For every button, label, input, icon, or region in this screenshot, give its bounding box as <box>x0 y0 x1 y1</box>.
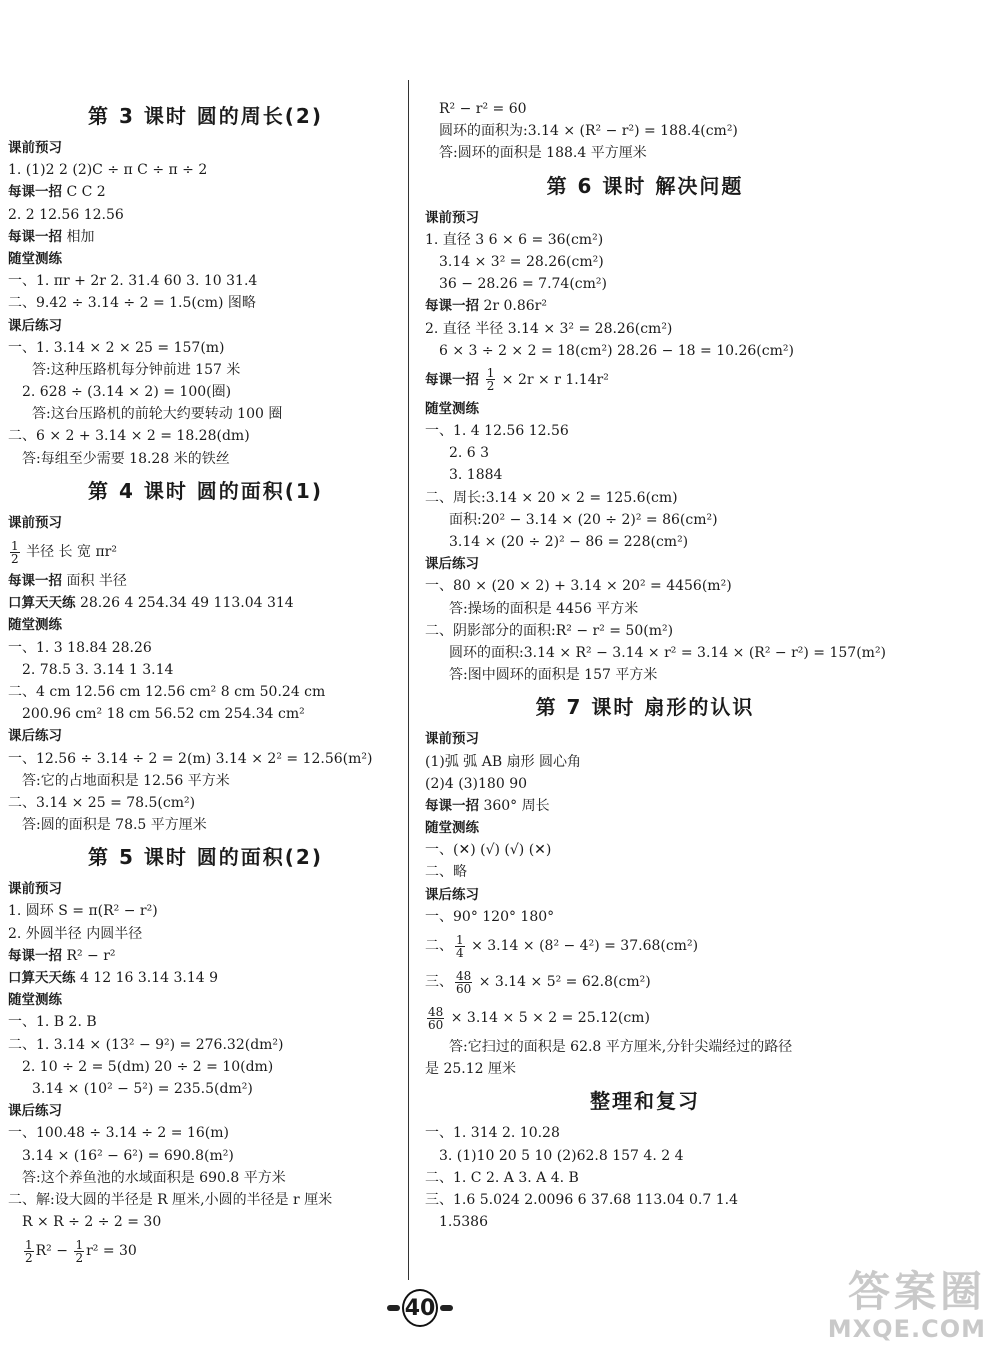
answer-line: 答:它扫过的面积是 62.8 平方厘米,分针尖端经过的路径 <box>449 1039 793 1055</box>
section-heading: 第 5 课时 圆的面积(2) <box>87 845 323 870</box>
answer-text: 360° 周长 <box>479 797 550 814</box>
answer-line: 3.14 × (10² − 5²) = 235.5(dm²) <box>32 1080 253 1097</box>
left-column <box>8 95 403 1269</box>
answer-line: 一、80 × (20 × 2) + 3.14 × 20² = 4456(m²) <box>425 578 732 595</box>
watermark: 答案圈 MXQE.COM <box>827 1267 986 1343</box>
answer-line: (2)4 (3)180 90 <box>425 775 528 792</box>
answer-text: 相加 <box>62 228 95 245</box>
section-label: 课前预习 <box>8 881 62 898</box>
answer-line: 答:圆环的面积是 188.4 平方厘米 <box>439 145 647 162</box>
answer-line: 二、周长:3.14 × 20 × 2 = 125.6(cm) <box>425 489 678 506</box>
fraction-numerator: 1 <box>25 1237 33 1252</box>
answer-line: 1.5386 <box>439 1214 488 1231</box>
section-label: 课前预习 <box>425 731 479 748</box>
answer-line: R² − r² = 60 <box>439 101 527 117</box>
answer-line <box>425 295 865 317</box>
answer-line: 2. 78.5 3. 3.14 1 3.14 <box>22 661 174 678</box>
answer-line: 答:这台压路机的前轮大约要转动 100 圈 <box>32 406 283 423</box>
answer-line: 答:图中圆环的面积是 157 平方米 <box>449 667 658 684</box>
answer-line: 一、1. 314 2. 10.28 <box>425 1125 560 1142</box>
answer-line: 答:它的占地面积是 12.56 平方米 <box>22 772 230 789</box>
answer-line: 一、100.48 ÷ 3.14 ÷ 2 = 16(m) <box>8 1125 229 1142</box>
answer-line: 一、1. πr + 2r 2. 31.4 60 3. 10 31.4 <box>8 273 258 290</box>
answer-line: 二、9.42 ÷ 3.14 ÷ 2 = 1.5(cm) 图略 <box>8 295 256 312</box>
section-label: 课前预习 <box>8 514 62 531</box>
answer-line: 2. 2 12.56 12.56 <box>8 206 124 223</box>
answer-line: 2. 6 3 <box>449 445 490 462</box>
section-label: 课后练习 <box>8 1103 62 1120</box>
section-heading: 第 7 课时 扇形的认识 <box>535 695 755 720</box>
column-divider <box>408 80 409 1280</box>
section-heading: 第 3 课时 圆的周长(2) <box>87 104 323 128</box>
answer-line: 是 25.12 厘米 <box>425 1061 516 1078</box>
answer-line: 一、1. B 2. B <box>8 1014 97 1031</box>
answer-line: (1)弧 弧 AB 扇形 圆心角 <box>425 753 582 770</box>
tip-label: 每课一招 <box>425 298 479 315</box>
fraction-numerator: 1 <box>456 932 464 947</box>
fraction-denominator: 2 <box>75 1250 84 1265</box>
answer-line: 答:这种压路机每分钟前进 157 米 <box>32 361 241 378</box>
section-label: 课后练习 <box>8 317 62 334</box>
fraction <box>74 1239 84 1264</box>
fraction-numerator: 48 <box>456 968 472 983</box>
answer-text: 面积 半径 <box>62 573 127 589</box>
answer-line: 2. 外圆半径 内圆半径 <box>8 925 143 942</box>
answer-text: × 3.14 × 5² = 62.8(cm²) <box>474 974 651 990</box>
answer-line: R × R ÷ 2 ÷ 2 = 30 <box>22 1214 162 1231</box>
tip-label: 口算天天练 <box>8 970 76 986</box>
fraction <box>10 540 20 565</box>
section-heading: 第 6 课时 解决问题 <box>546 173 744 198</box>
answer-text: R² − <box>35 1243 73 1260</box>
section-label: 随堂测练 <box>8 250 62 267</box>
answer-line <box>8 570 403 592</box>
fraction-numerator: 48 <box>428 1004 444 1019</box>
fraction-denominator: 2 <box>25 1250 33 1265</box>
section-label: 课后练习 <box>425 556 479 573</box>
answer-line: 3.14 × 3² = 28.26(cm²) <box>439 253 604 270</box>
answer-line: 面积:20² − 3.14 × (20 ÷ 2)² = 86(cm²) <box>449 511 718 528</box>
tip-label: 每课一招 <box>8 184 62 201</box>
answer-line: 一、1. 3.14 × 2 × 25 = 157(m) <box>8 339 225 356</box>
answer-line: 圆环的面积为:3.14 × (R² − r²) = 188.4(cm²) <box>439 123 738 140</box>
answer-line <box>8 1233 403 1269</box>
tip-label: 每课一招 <box>425 371 484 388</box>
section-label: 随堂测练 <box>8 992 62 1009</box>
section-label: 课前预习 <box>425 209 479 226</box>
right-column <box>425 98 887 1233</box>
section-heading: 整理和复习 <box>590 1089 700 1114</box>
section-heading: 第 4 课时 圆的面积(1) <box>87 478 323 503</box>
answer-line: 二、1. C 2. A 3. A 4. B <box>425 1169 579 1186</box>
answer-line: 一、(✕) (√) (√) (✕) <box>425 842 552 859</box>
answer-line: 二、3.14 × 25 = 78.5(cm²) <box>8 794 196 811</box>
answer-line: 三、1.6 5.024 2.0096 6 37.68 113.04 0.7 1.4 <box>425 1191 738 1208</box>
fraction-denominator: 60 <box>456 981 472 996</box>
answer-line <box>8 534 403 570</box>
answer-text: 2r 0.86r² <box>479 298 547 315</box>
fraction-numerator: 1 <box>11 538 19 553</box>
answer-text: × 3.14 × (8² − 4²) = 37.68(cm²) <box>466 938 699 954</box>
answer-text: × 2r × r 1.14r² <box>497 371 609 388</box>
answer-line: 1. (1)2 2 (2)C ÷ π C ÷ π ÷ 2 <box>8 162 208 179</box>
answer-text: R² − r² <box>62 947 116 964</box>
answer-prefix: 二、 <box>425 938 453 954</box>
answer-line: 200.96 cm² 18 cm 56.52 cm 254.34 cm² <box>22 706 305 723</box>
answer-line: 2. 直径 半径 3.14 × 3² = 28.26(cm²) <box>425 320 673 337</box>
tip-label: 每课一招 <box>425 797 479 814</box>
fraction <box>455 934 465 959</box>
fraction-denominator: 60 <box>428 1017 444 1032</box>
answer-line <box>8 181 403 203</box>
answer-line: 圆环的面积:3.14 × R² − 3.14 × r² = 3.14 × (R² − r²) = 157(m²) <box>449 644 887 661</box>
section-label: 随堂测练 <box>425 400 479 417</box>
answer-text: r² = 30 <box>86 1243 137 1260</box>
fraction <box>486 367 496 392</box>
page-number: 40 <box>385 1282 455 1334</box>
answer-line: 答:这个养鱼池的水域面积是 690.8 平方米 <box>22 1169 286 1186</box>
fraction <box>455 970 472 995</box>
answer-line <box>425 1000 865 1036</box>
tip-label: 每课一招 <box>8 947 62 964</box>
answer-line: 2. 10 ÷ 2 = 5(dm) 20 ÷ 2 = 10(dm) <box>22 1058 274 1075</box>
answer-text: 半径 长 宽 πr² <box>21 544 117 560</box>
answer-line: 3.14 × (16² − 6²) = 690.8(m²) <box>22 1147 234 1164</box>
answer-line: 二、6 × 2 + 3.14 × 2 = 18.28(dm) <box>8 428 250 445</box>
answer-line <box>425 795 865 817</box>
section-label: 随堂测练 <box>8 617 62 634</box>
answer-line: 二、阴影部分的面积:R² − r² = 50(m²) <box>425 622 674 639</box>
answer-line: 二、1. 3.14 × (13² − 9²) = 276.32(dm²) <box>8 1036 284 1053</box>
fraction <box>427 1006 444 1031</box>
answer-text: 28.26 4 254.34 49 113.04 314 <box>75 595 294 612</box>
section-label: 随堂测练 <box>425 820 479 837</box>
answer-line: 二、解:设大圆的半径是 R 厘米,小圆的半径是 r 厘米 <box>8 1191 333 1208</box>
tip-label: 每课一招 <box>8 228 62 245</box>
answer-line: 1. 直径 3 6 × 6 = 36(cm²) <box>425 231 604 248</box>
fraction-denominator: 2 <box>11 551 19 566</box>
answer-line: 二、4 cm 12.56 cm 12.56 cm² 8 cm 50.24 cm <box>8 683 326 700</box>
answer-line: 一、1. 4 12.56 12.56 <box>425 423 569 440</box>
answer-line <box>425 964 865 1000</box>
answer-line: 6 × 3 ÷ 2 × 2 = 18(cm²) 28.26 − 18 = 10.26(cm²) <box>439 342 794 359</box>
answer-line: 3. (1)10 20 5 10 (2)62.8 157 4. 2 4 <box>439 1147 684 1164</box>
fraction-numerator: 1 <box>486 366 495 381</box>
fraction-numerator: 1 <box>75 1237 84 1252</box>
answer-line: 答:操场的面积是 4456 平方米 <box>449 600 639 617</box>
answer-line <box>425 362 865 398</box>
answer-text: × 3.14 × 5 × 2 = 25.12(cm) <box>446 1010 650 1026</box>
answer-line: 一、12.56 ÷ 3.14 ÷ 2 = 2(m) 3.14 × 2² = 12.56(m²) <box>8 750 373 767</box>
answer-line: 答:每组至少需要 18.28 米的铁丝 <box>22 450 230 467</box>
answer-line: 答:圆的面积是 78.5 平方厘米 <box>22 817 207 834</box>
answer-line: 36 − 28.26 = 7.74(cm²) <box>439 276 607 293</box>
answer-line <box>425 928 865 964</box>
section-label: 课后练习 <box>8 728 62 745</box>
answer-text: C C 2 <box>62 184 106 201</box>
answer-prefix: 三、 <box>425 974 453 990</box>
answer-line <box>8 967 403 989</box>
ornament-left <box>387 1305 400 1311</box>
fraction-denominator: 2 <box>486 379 495 394</box>
answer-line: 3.14 × (20 ÷ 2)² − 86 = 228(cm²) <box>449 534 689 550</box>
fraction-denominator: 4 <box>456 945 464 960</box>
tip-label: 口算天天练 <box>8 595 76 612</box>
answer-line: 二、略 <box>425 864 467 881</box>
answer-line <box>8 592 403 614</box>
section-label: 课后练习 <box>425 886 479 903</box>
answer-line: 一、1. 3 18.84 28.26 <box>8 639 152 656</box>
answer-line: 3. 1884 <box>449 467 503 484</box>
fraction <box>24 1239 34 1264</box>
answer-line: 1. 圆环 S = π(R² − r²) <box>8 903 158 920</box>
answer-line: 一、90° 120° 180° <box>425 908 555 925</box>
answer-line <box>8 226 403 248</box>
answer-line: 2. 628 ÷ (3.14 × 2) = 100(圈) <box>22 384 232 401</box>
tip-label: 每课一招 <box>8 573 62 589</box>
ornament-right <box>440 1305 453 1311</box>
section-label: 课前预习 <box>8 140 62 156</box>
answer-text: 4 12 16 3.14 3.14 9 <box>75 970 218 986</box>
answer-line <box>8 945 403 967</box>
